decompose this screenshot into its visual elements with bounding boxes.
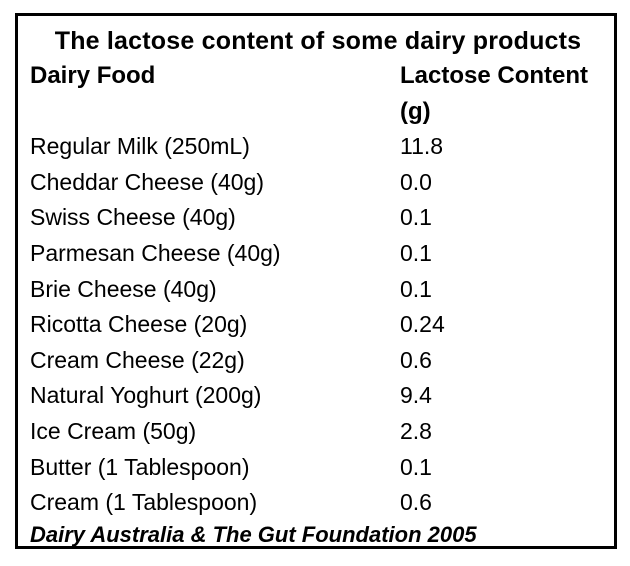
- column-header-units: (g): [400, 97, 431, 125]
- table-row: [30, 129, 606, 165]
- food-cell: Cream Cheese (22g): [30, 346, 245, 373]
- lactose-table: [15, 13, 617, 549]
- value-cell: 0.1: [400, 275, 432, 302]
- table-row: [30, 378, 606, 414]
- table-header-row: [30, 58, 606, 94]
- food-cell: Cream (1 Tablespoon): [30, 489, 258, 516]
- table-row: [30, 272, 606, 308]
- table-row: [30, 200, 606, 236]
- food-cell: Swiss Cheese (40g): [30, 204, 236, 231]
- value-cell: 0.1: [400, 453, 432, 480]
- food-cell: Natural Yoghurt (200g): [30, 382, 262, 409]
- value-cell: 9.4: [400, 382, 432, 409]
- column-header-dairy-food: Dairy Food: [30, 62, 156, 89]
- column-header-lactose-content: Lactose Content: [400, 62, 589, 89]
- table-header-row-units: [30, 94, 606, 130]
- value-cell: 0.24: [400, 311, 445, 338]
- table-title: The lactose content of some dairy products: [54, 27, 582, 55]
- food-cell: Ice Cream (50g): [30, 417, 197, 444]
- value-cell: 0.1: [400, 204, 432, 231]
- food-cell: Brie Cheese (40g): [30, 275, 217, 302]
- value-cell: 2.8: [400, 417, 432, 444]
- food-cell: Butter (1 Tablespoon): [30, 453, 250, 480]
- table-row: [30, 165, 606, 201]
- food-cell: Cheddar Cheese (40g): [30, 168, 264, 195]
- source-attribution: Dairy Australia & The Gut Foundation 2005: [30, 521, 477, 547]
- table-row: [30, 450, 606, 486]
- food-cell: Ricotta Cheese (20g): [30, 311, 248, 338]
- value-cell: 11.8: [400, 133, 444, 160]
- column-header-spacer: [30, 94, 400, 130]
- food-cell: Parmesan Cheese (40g): [30, 239, 281, 266]
- value-cell: 0.1: [400, 239, 432, 266]
- table-row: [30, 485, 606, 521]
- table-row: [30, 414, 606, 450]
- value-cell: 0.6: [400, 346, 432, 373]
- value-cell: 0.6: [400, 489, 432, 516]
- table-row: [30, 307, 606, 343]
- table-row: [30, 236, 606, 272]
- value-cell: 0.0: [400, 168, 432, 195]
- food-cell: Regular Milk (250mL): [30, 133, 250, 160]
- table-row: [30, 343, 606, 379]
